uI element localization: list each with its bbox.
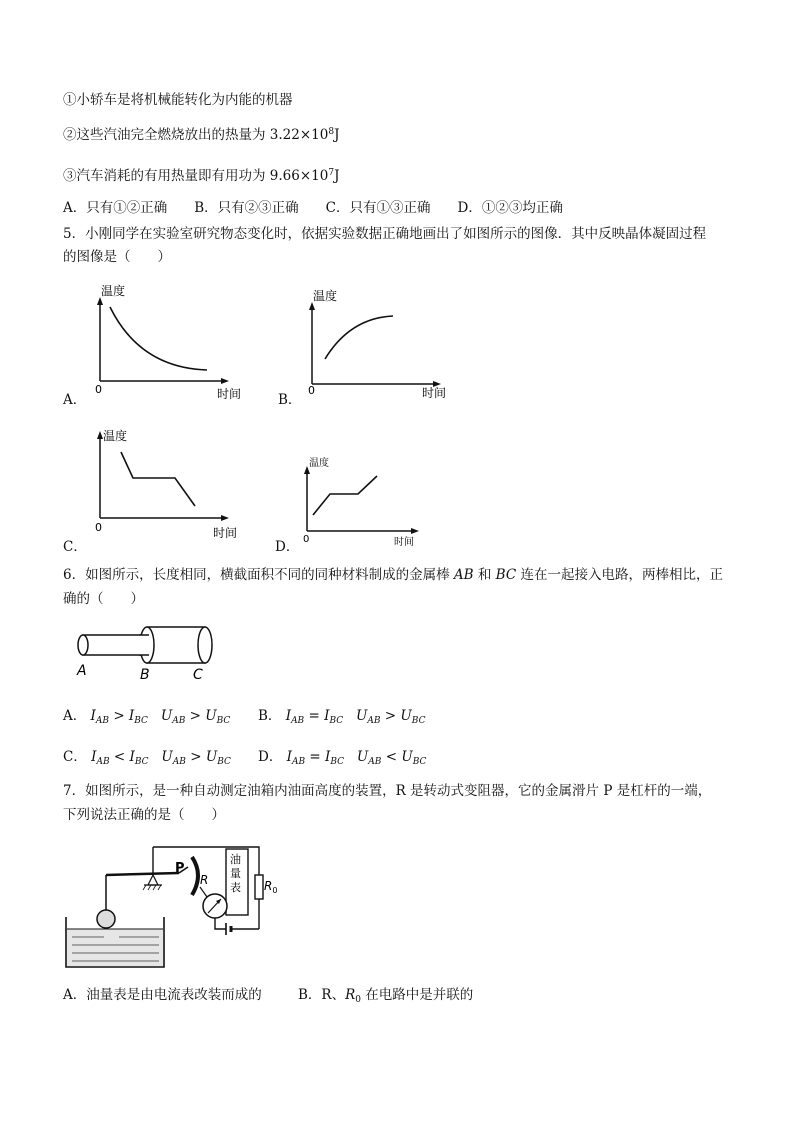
curve-c	[121, 452, 195, 506]
label-a: A	[77, 663, 87, 679]
q6-stem-line2: 确的（ ）	[63, 591, 144, 607]
q7-option-a[interactable]: A．油量表是由电流表改装而成的	[63, 987, 262, 1003]
label-r0: $R_0$	[264, 879, 278, 895]
q7-stem-line2: 下列说法正确的是（ ）	[63, 807, 225, 823]
q4-options: A．只有①②正确 B．只有②③正确 C．只有①③正确 D．①②③均正确	[63, 200, 563, 216]
metal-rods-diagram	[75, 625, 235, 685]
q6-stem-line1: 6．如图所示，长度相同，横截面积不同的同种材料制成的金属棒 AB 和 BC 连在一起接入电路，两棒相比，正	[63, 567, 723, 583]
q5-stem-line2: 的图像是（ ）	[63, 249, 171, 265]
q6-option-a[interactable]: A． $I_{AB} > I_{BC}$ $U_{AB} > U_{BC}$	[63, 708, 231, 726]
meter-char-1: 油	[230, 853, 241, 866]
origin-label: 0	[95, 521, 102, 534]
curve-b	[325, 316, 393, 359]
meter-char-2: 量	[230, 867, 241, 880]
meter-char-3: 表	[230, 881, 241, 894]
y-label: 温度	[103, 429, 128, 443]
curve-a	[110, 307, 207, 370]
statement-2: ②这些汽油完全燃烧放出的热量为 $3.22\times 10^8J$	[63, 127, 340, 143]
fuel-gauge-circuit	[64, 835, 284, 975]
label-c: C	[193, 667, 203, 683]
statement-3: ③汽车消耗的有用热量即有用功为 $9.66\times 10^7J$	[63, 168, 340, 184]
curve-d	[313, 476, 377, 515]
q7-stem-line1: 7．如图所示，是一种自动测定油箱内油面高度的装置，R 是转动式变阻器，它的金属滑片 P 是杠杆的一端，	[63, 783, 712, 799]
origin-label: 0	[95, 383, 102, 396]
y-label: 温度	[309, 458, 329, 469]
q5-option-b[interactable]: B．	[278, 392, 302, 408]
q6-option-c[interactable]: C． $I_{AB} < I_{BC}$ $U_{AB} > U_{BC}$	[63, 749, 231, 767]
q5-option-d[interactable]: D．	[275, 539, 300, 555]
resistor-r0	[255, 875, 263, 899]
x-label: 时间	[394, 537, 414, 548]
x-label: 时间	[422, 386, 447, 400]
graph-b	[295, 288, 495, 408]
x-label: 时间	[213, 526, 238, 540]
statement-1: ①小轿车是将机械能转化为内能的机器	[63, 92, 293, 108]
graph-d	[295, 456, 495, 576]
x-label: 时间	[217, 387, 242, 401]
label-b: B	[140, 667, 150, 683]
float-ball	[97, 910, 115, 928]
rheostat-arc	[192, 857, 198, 895]
origin-label: 0	[308, 384, 315, 397]
q6-option-b[interactable]: B． $I_{AB} = I_{BC}$ $U_{AB} > U_{BC}$	[258, 708, 426, 726]
label-r: R	[200, 873, 209, 887]
q5-option-a[interactable]: A．	[63, 392, 87, 408]
graph-c	[85, 427, 285, 547]
y-label: 温度	[313, 289, 338, 303]
y-label: 温度	[101, 284, 126, 298]
label-p: P	[175, 861, 185, 876]
graph-a	[85, 283, 285, 403]
origin-label: 0	[303, 534, 310, 545]
q7-option-b[interactable]: B．R、$R_0$ 在电路中是并联的	[298, 987, 474, 1005]
q6-option-d[interactable]: D． $I_{AB} = I_{BC}$ $U_{AB} < U_{BC}$	[258, 749, 427, 767]
q5-stem-line1: 5．小刚同学在实验室研究物态变化时，依据实验数据正确地画出了如图所示的图像．其中反映晶体凝固过程	[63, 226, 707, 242]
q5-option-c[interactable]: C．	[63, 539, 87, 555]
